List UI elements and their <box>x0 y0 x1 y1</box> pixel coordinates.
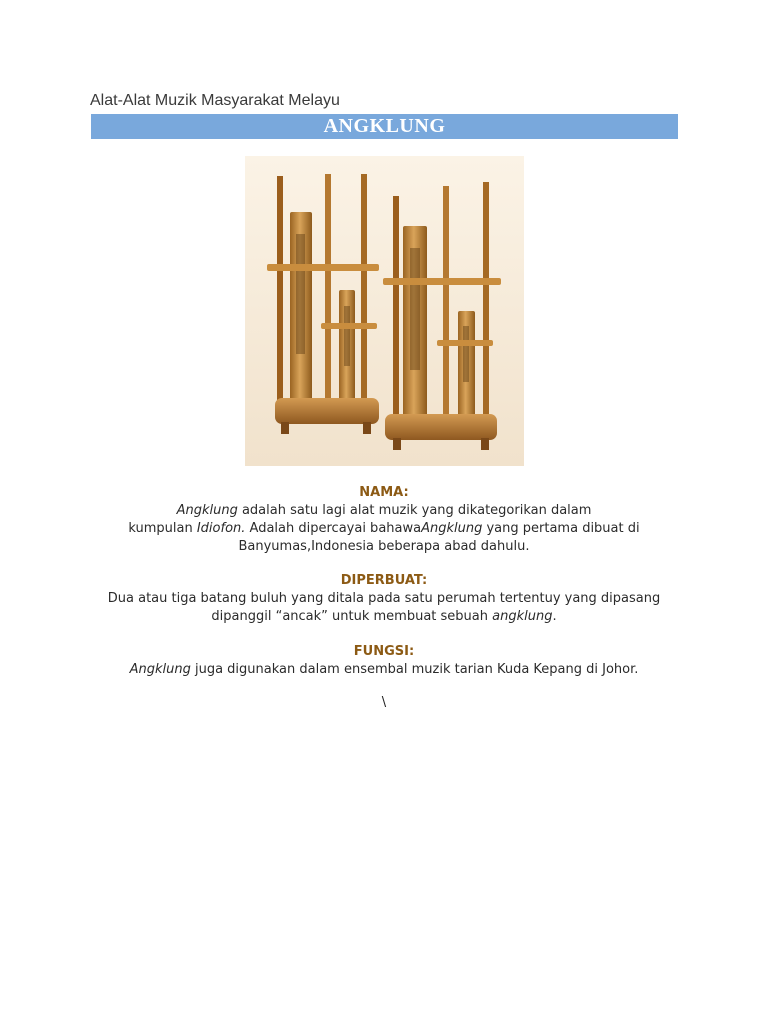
nama-angklung-term-2: Angklung <box>421 521 483 536</box>
nama-idiofon-term: Idiofon. <box>196 521 246 536</box>
document-title: ANGKLUNG <box>323 115 446 137</box>
fungsi-line-1-text: juga digunakan dalam ensembal muzik tarian Kuda Kepang di Johor. <box>190 662 639 677</box>
nama-line-2-text-c: yang pertama dibuat di <box>482 521 640 536</box>
fungsi-line-1 <box>80 661 688 679</box>
angklung-photo <box>245 156 524 466</box>
nama-line-2 <box>80 520 688 538</box>
nama-line-2-text-a: kumpulan <box>128 521 197 536</box>
title-banner <box>91 114 678 139</box>
diperbuat-line-2 <box>80 608 688 626</box>
nama-angklung-term: Angklung <box>176 503 238 518</box>
fungsi-section <box>80 643 688 679</box>
diperbuat-section <box>80 572 688 626</box>
diperbuat-line-1: Dua atau tiga batang buluh yang ditala pada satu perumah tertentuy yang dipasang <box>107 591 661 606</box>
diperbuat-heading: DIPERBUAT: <box>340 573 428 588</box>
diperbuat-angklung-term: angklung <box>492 609 553 624</box>
diperbuat-line-2-text: dipanggil “ancak” untuk membuat sebuah <box>211 609 493 624</box>
fungsi-angklung-term: Angklung <box>129 662 191 677</box>
nama-line-1 <box>80 502 688 520</box>
trailing-mark: \ <box>381 695 387 710</box>
nama-heading: NAMA: <box>359 485 409 500</box>
nama-line-2-text-b: Adalah dipercayai bahawa <box>245 521 422 536</box>
document-subtitle: Alat-Alat Muzik Masyarakat Melayu <box>90 92 340 109</box>
nama-section <box>80 484 688 556</box>
nama-line-1-text: adalah satu lagi alat muzik yang dikategorikan dalam <box>237 503 592 518</box>
diperbuat-line-2-end: . <box>552 609 557 624</box>
fungsi-heading: FUNGSI: <box>353 644 415 659</box>
nama-line-3: Banyumas,Indonesia beberapa abad dahulu. <box>238 539 530 554</box>
